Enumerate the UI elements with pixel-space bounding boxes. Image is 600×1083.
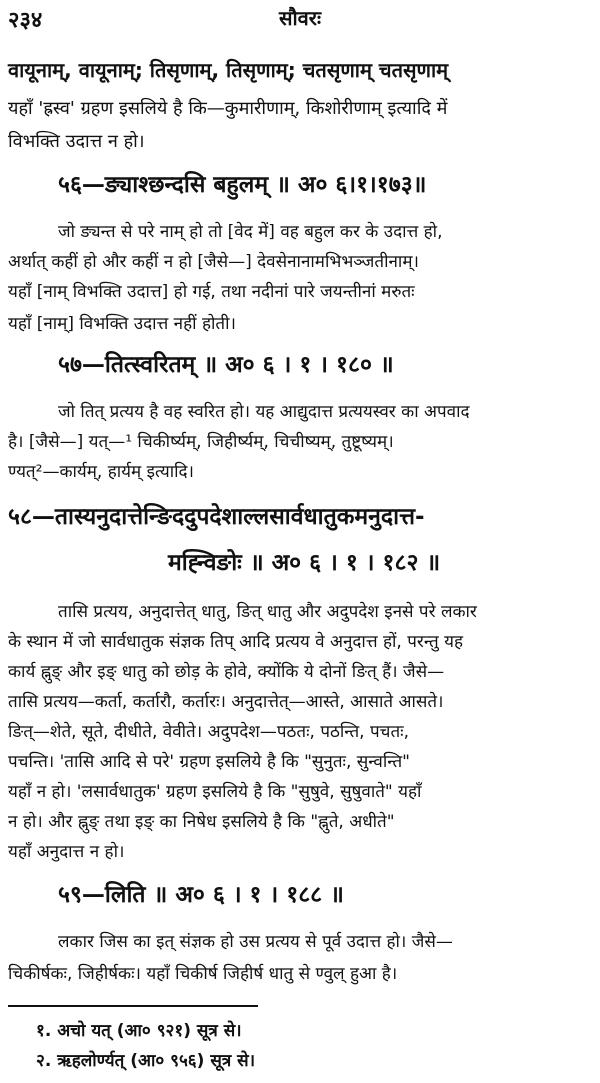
text-line: यहाँ न हो। 'लसार्वधातुक' ग्रहण इसलिये है कि "सुषुवे, सुषुवाते" यहाँ	[8, 782, 422, 802]
text-line: कार्य ह्नुङ् और इङ् धातु को छोड़ के होवे, क्योंकि ये दोनों ङित् हैं। जैसे—	[8, 662, 445, 682]
text-line: यहाँ 'ह्रस्व' ग्रहण इसलिये है कि—कुमारीणाम्, किशोरीणाम् इत्यादि में	[8, 98, 448, 119]
footnote-1: १. अचो यत् (आ० ९२१) सूत्र से।	[36, 1021, 242, 1041]
footnote-2: २. ऋहलोर्ण्यत् (आ० ९५६) सूत्र से।	[36, 1051, 256, 1071]
text-line: ण्यत्²—कार्यम्, हार्यम् इत्यादि।	[8, 462, 195, 482]
footnote-rule	[8, 1005, 258, 1007]
text-line: के स्थान में जो सार्वधातुक संज्ञक तिप् आदि प्रत्यय वे अनुदात्त हों, परन्तु यह	[8, 632, 464, 652]
text-line: चिकीर्षकः, जिहीर्षकः। यहाँ चिकीर्ष जिहीर्ष धातु से ण्वुल् हुआ है।	[8, 964, 398, 984]
text-line: यहाँ [नाम्] विभक्ति उदात्त नहीं होती।	[8, 314, 236, 334]
text-line: पचन्ति। 'तासि आदि से परे' ग्रहण इसलिये है कि "सुनुतः, सुन्वन्ति"	[8, 752, 410, 772]
text-line: अर्थात् कहीं हो और कहीं न हो [जैसे—] देवसेनानामभिभञ्जतीनाम्।	[8, 252, 419, 272]
text-line: तासि प्रत्यय—कर्ता, कर्तारौ, कर्तारः। अनुदात्तेत्—आस्ते, आसाते आसते।	[8, 692, 444, 712]
page-header	[8, 0, 592, 40]
text-line: विभक्ति उदात्त न हो।	[8, 131, 145, 152]
text-line: तासि प्रत्यय, अनुदात्तेत् धातु, ङित् धातु और अदुपदेश इनसे परे लकार	[58, 602, 477, 622]
text-line: ङित्—शेते, सूते, दीधीते, वेवीते। अदुपदेश—पठतः, पठन्ति, पचतः,	[8, 722, 409, 742]
text-line: जो ङ्यन्त से परे नाम् हो तो [वेद में] वह बहुल कर के उदात्त हो,	[58, 222, 443, 242]
text-line: है। [जैसे—] यत्—¹ चिकीर्ष्यम्, जिहीर्ष्यम्, चिचीष्यम्, तुष्टूष्यम्।	[8, 432, 394, 452]
sutra-heading-59: ५९—लिति ॥ अ० ६ । १ । १८८ ॥	[58, 882, 344, 908]
running-title: सौवरः	[278, 6, 322, 30]
page-number: २३४	[8, 8, 43, 33]
text-line: यहाँ अनुदात्त न हो।	[8, 842, 125, 862]
sutra-heading-57: ५७—तित्स्वरितम् ॥ अ० ६ । १ । १८० ॥	[58, 352, 394, 378]
text-line: जो तित् प्रत्यय है वह स्वरित हो। यह आद्युदात्त प्रत्ययस्वर का अपवाद	[58, 402, 470, 422]
text-line: यहाँ [नाम् विभक्ति उदात्त] हो गई, तथा नदीनां पारे जयन्तीनां मरुतः	[8, 282, 415, 302]
sutra-heading-56: ५६—ङ्याश्छन्दसि बहुलम् ॥ अ० ६।१।१७३॥	[58, 172, 427, 198]
sutra-heading-58: ५८—तास्यनुदात्तेन्ङिददुपदेशाल्लसार्वधातुकमनुदात्त-	[8, 504, 425, 530]
sutra-heading-58-cont: मह्न्विङोः ॥ अ० ६ । १ । १८२ ॥	[168, 550, 441, 576]
text-line: लकार जिस का इत् संज्ञक हो उस प्रत्यय से पूर्व उदात्त हो। जैसे—	[58, 932, 453, 952]
text-line: वायूनाम्, वायूनाम्; तिसृणाम्, तिसृणाम्; चतसृणाम् चतसृणाम्	[8, 58, 449, 82]
text-line: न हो। और ह्नुङ् तथा इङ् का निषेध इसलिये है कि "ह्नुते, अधीते"	[8, 812, 395, 832]
